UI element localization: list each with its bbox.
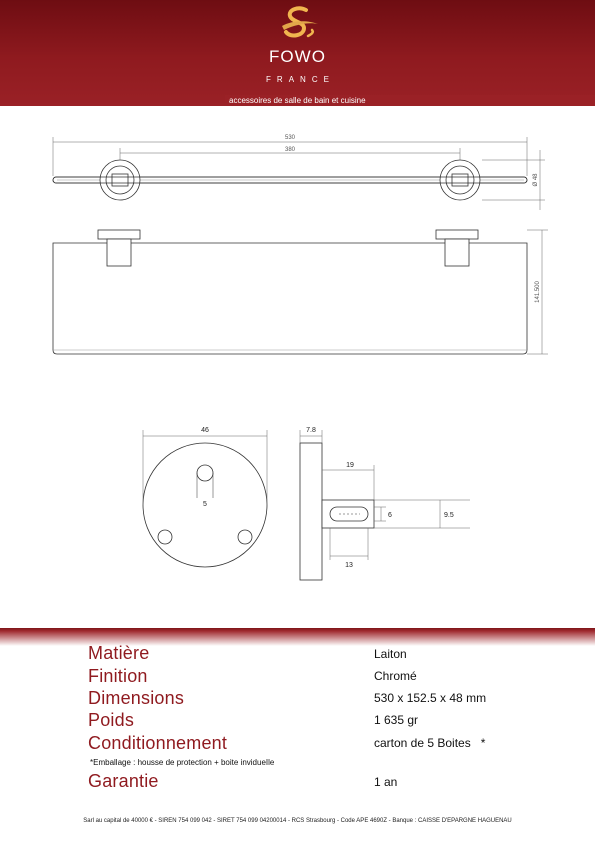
fowo-logo-icon bbox=[278, 6, 320, 46]
spec-value-warranty: 1 an bbox=[374, 775, 398, 789]
dim-arm-length: 19 bbox=[346, 462, 354, 469]
dim-slot-outer: 9.5 bbox=[444, 512, 454, 519]
spec-value-dimensions: 530 x 152.5 x 48 mm bbox=[374, 691, 487, 705]
dim-diameter: Ø 48 bbox=[533, 173, 539, 187]
company-footer: Sarl au capital de 40000 € - SIREN 754 099 042 - SIRET 754 099 04200014 - RCS Strasbourg - Code APE 4690Z - Banque : CAISSE D'EPARGNE HAGUENAU bbox=[83, 818, 512, 824]
shelf-front-view bbox=[53, 230, 527, 354]
brand-tagline: accessoires de salle de bain et cuisine bbox=[225, 95, 595, 106]
dim-screw-hole: 5 bbox=[203, 501, 207, 508]
spec-value-material: Laiton bbox=[374, 647, 407, 661]
dim-overall-length: 530 bbox=[284, 135, 296, 141]
spec-value-finish: Chromé bbox=[374, 669, 417, 683]
side-profile-detail bbox=[300, 443, 374, 580]
spec-label-finish: Finition bbox=[88, 666, 148, 686]
spec-label-weight: Poids bbox=[88, 710, 135, 730]
dim-fixing-distance: 380 bbox=[284, 147, 296, 153]
dim-base-diameter: 46 bbox=[201, 427, 209, 434]
dim-base-thickness: 7.8 bbox=[306, 427, 316, 434]
spec-value-weight: 1 635 gr bbox=[374, 713, 419, 727]
dim-slot-height: 6 bbox=[388, 512, 392, 519]
spec-label-dimensions: Dimensions bbox=[88, 688, 185, 708]
dim-slot-length: 13 bbox=[345, 562, 353, 569]
spec-label-warranty: Garantie bbox=[88, 771, 159, 791]
brand-country: FRANCE bbox=[266, 75, 335, 84]
brand-name: FOWO bbox=[269, 47, 326, 66]
technical-drawing bbox=[0, 106, 595, 626]
dim-depth: 141.500 bbox=[535, 281, 541, 303]
spec-label-packaging: Conditionnement bbox=[88, 733, 228, 753]
packaging-note: *Emballage : housse de protection + boite invidueIle bbox=[90, 758, 275, 767]
shelf-top-view bbox=[53, 160, 527, 200]
profile-dimension-lines bbox=[300, 430, 470, 560]
spec-label-material: Matière bbox=[88, 643, 150, 663]
header-banner bbox=[0, 0, 595, 106]
spec-value-packaging: carton de 5 Boites * bbox=[374, 736, 486, 750]
